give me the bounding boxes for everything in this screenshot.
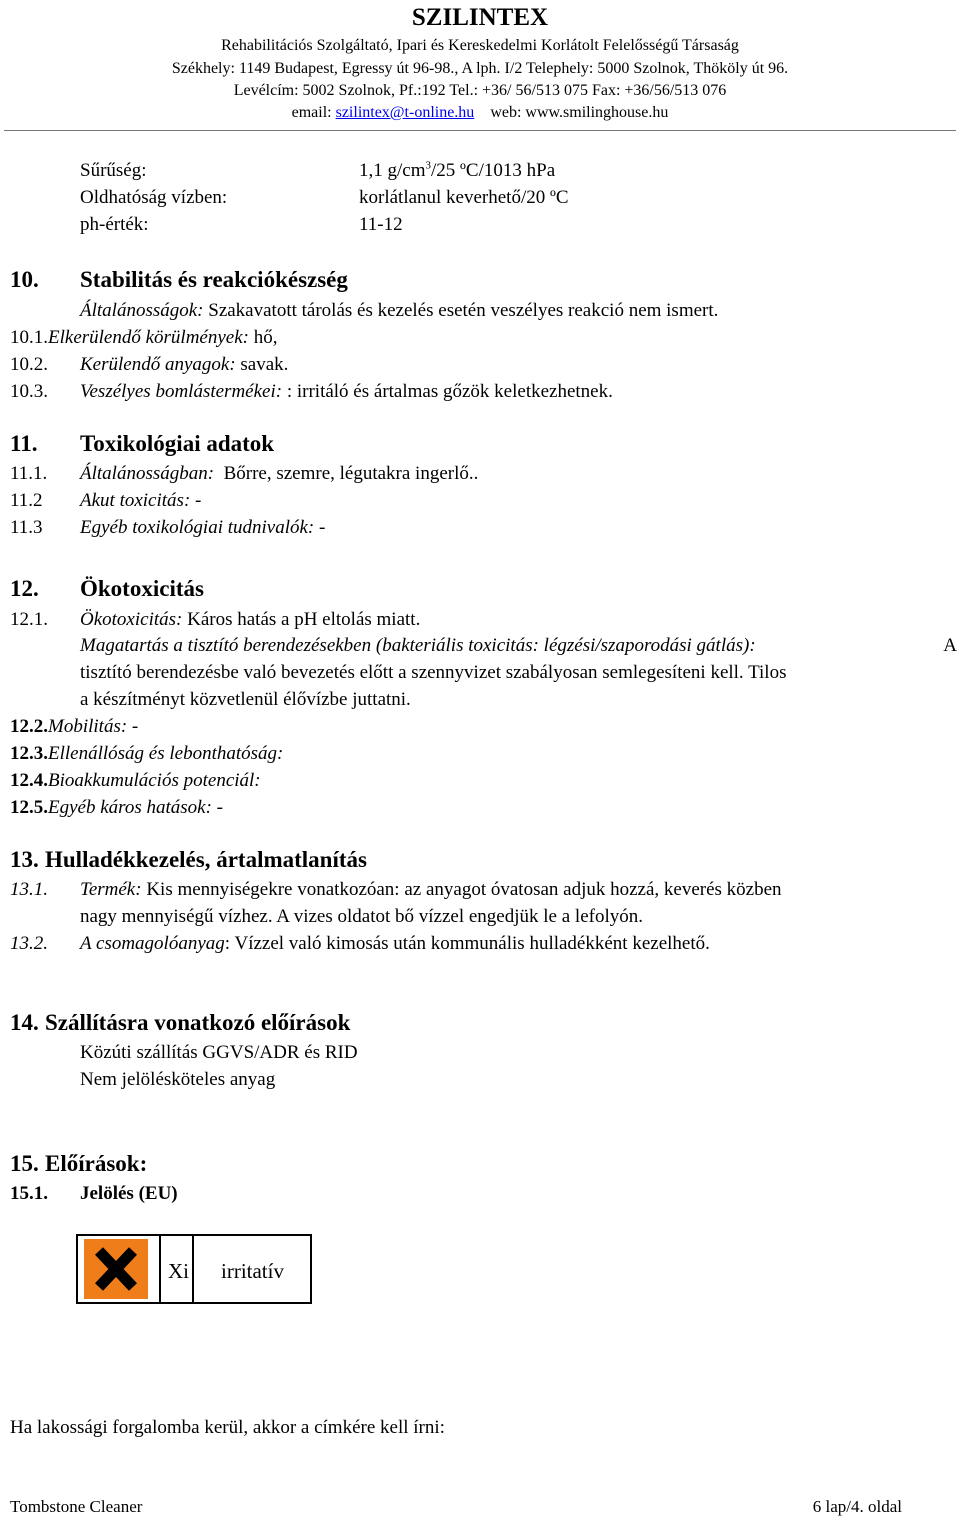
prop-value-solubility: korlátlanul keverhető/20 ºC (359, 187, 569, 208)
section-12-title: Ökotoxicitás (80, 576, 204, 601)
s12-item-3: 12.3.Ellenállóság és lebonthatóság: (10, 743, 284, 764)
s12-paragraph-line-2: tisztító berendezésbe való bevezetés előtt a szennyvizet szabályosan semlegesíteni kell. Tilos (80, 662, 787, 683)
s10-item-2-number: 10.2. (10, 354, 48, 375)
section-11-number: 11. (10, 431, 38, 456)
s11-item-2: Akut toxicitás: - (80, 490, 202, 511)
s15-item-1-label: Jelölés (EU) (80, 1183, 178, 1204)
company-name: SZILINTEX (411, 4, 549, 31)
section-10-title: Stabilitás és reakciókészség (80, 267, 348, 292)
s10-item-3: Veszélyes bomlástermékei: : irritáló és ártalmas gőzök keletkezhetnek. (80, 381, 613, 402)
s15-note: Ha lakossági forgalomba kerül, akkor a címkére kell írni: (10, 1417, 445, 1438)
s11-item-2-number: 11.2 (10, 490, 43, 511)
s10-general: Általánosságok: Szakavatott tárolás és kezelés esetén veszélyes reakció nem ismert. (80, 300, 719, 321)
s12-item-4: 12.4.Bioakkumulációs potenciál: (10, 770, 261, 791)
section-14-title: Szállításra vonatkozó előírások (45, 1010, 351, 1035)
s13-item-1-number: 13.1. (10, 879, 48, 900)
header-divider (4, 130, 956, 131)
company-contact (0, 104, 960, 122)
prop-label-solubility: Oldhatóság vízben: (80, 187, 228, 208)
hazard-symbol-table (76, 1234, 312, 1304)
hazard-pictogram-cell (78, 1236, 161, 1302)
s13-item-2: A csomagolóanyag: Vízzel való kimosás után kommunális hulladékként kezelhető. (80, 933, 710, 954)
prop-label-ph: ph-érték: (80, 214, 149, 235)
s11-item-1: Általánosságban: Bőrre, szemre, légutakra ingerlő.. (80, 463, 479, 484)
section-15-number: 15. (10, 1151, 39, 1176)
s12-paragraph-line-3: a készítményt közvetlenül élővízbe juttatni. (80, 689, 411, 710)
s12-item-1: Ökotoxicitás: Káros hatás a pH eltolás miatt. (80, 609, 421, 630)
footer-page: 6 lap/4. oldal (812, 1497, 902, 1516)
section-10-number: 10. (10, 267, 39, 292)
section-13-number: 13. (10, 847, 39, 872)
email-link[interactable]: szilintex@t-online.hu (335, 104, 475, 121)
company-postal: Levélcím: 5002 Szolnok, Pf.:192 Tel.: +36/ 56/513 075 Fax: +36/56/513 076 (233, 82, 727, 99)
s13-item-2-number: 13.2. (10, 933, 48, 954)
x-cross-icon (84, 1239, 148, 1299)
s15-item-1-number: 15.1. (10, 1183, 48, 1204)
s11-item-3-number: 11.3 (10, 517, 43, 538)
web-text: web: www.smilinghouse.hu (490, 104, 669, 121)
company-address: Székhely: 1149 Budapest, Egressy út 96-98., A lph. I/2 Telephely: 5000 Szolnok, Thököly út 96. (171, 60, 789, 77)
company-full-name: Rehabilitációs Szolgáltató, Ipari és Kereskedelmi Korlátolt Felelősségű Társaság (221, 37, 739, 54)
section-13-title: Hulladékkezelés, ártalmatlanítás (45, 847, 367, 872)
section-12-number: 12. (10, 576, 39, 601)
section-11-title: Toxikológiai adatok (80, 431, 275, 456)
s10-item-1: 10.1.Elkerülendő körülmények: hő, (10, 327, 278, 348)
prop-value-ph: 11-12 (359, 214, 403, 235)
s12-item-5: 12.5.Egyéb káros hatások: - (10, 797, 223, 818)
s10-item-2: Kerülendő anyagok: savak. (80, 354, 289, 375)
prop-value-density: 1,1 $g/cm^3/25$ ºC/1013 hPa (359, 159, 556, 181)
s10-item-3-number: 10.3. (10, 381, 48, 402)
section-15-title: Előírások: (45, 1151, 148, 1176)
s13-item-1: Termék: Kis mennyiségekre vonatkozóan: az anyagot óvatosan adjuk hozzá, keverés közben (80, 879, 782, 900)
s11-item-3: Egyéb toxikológiai tudnivalók: - (80, 517, 326, 538)
s13-item-1-cont: nagy mennyiségű vízhez. A vizes oldatot bő vízzel engedjük le a lefolyón. (80, 906, 643, 927)
section-14-number: 14. (10, 1010, 39, 1035)
hazard-code: Xi (168, 1259, 189, 1283)
s12-item-2: 12.2.Mobilitás: - (10, 716, 139, 737)
s12-item-1-number: 12.1. (10, 609, 48, 630)
prop-label-density: Sűrűség: (80, 160, 147, 181)
hazard-text: irritatív (221, 1259, 284, 1283)
footer-product: Tombstone Cleaner (10, 1497, 143, 1516)
s12-paragraph-line-1: Magatartás a tisztító berendezésekben (bakteriális toxicitás: légzési/szaporodási gátlás): A (80, 635, 957, 656)
email-label: email: (291, 104, 332, 121)
s11-item-1-number: 11.1. (10, 463, 48, 484)
s14-line-1: Közúti szállítás GGVS/ADR és RID (80, 1042, 358, 1063)
s14-line-2: Nem jelölésköteles anyag (80, 1069, 276, 1090)
